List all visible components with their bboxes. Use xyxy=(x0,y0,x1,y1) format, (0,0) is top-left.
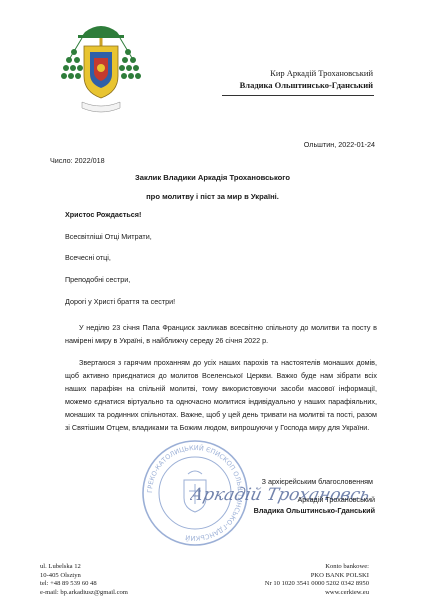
letter-heading: Заклик Владики Аркадія Трохановського xyxy=(134,173,290,182)
footer-bank xyxy=(265,563,369,597)
header-name: Кир Аркадій Трохановський xyxy=(270,68,373,78)
footer-bank-line: Konto bankowe: xyxy=(325,563,369,570)
paragraph-1: У неділю 23 січня Папа Франциск закликав всесвітню спільноту до молитви та посту в намірені миру в Україні, в найближчу середу 26 січня 2022 р. xyxy=(65,323,377,345)
document-number: Число: 2022/018 xyxy=(50,156,105,165)
signature-title: Владика Ольштинсько-Гданський xyxy=(253,506,375,515)
stamp-text: ГРЕКО-КАТОЛИЦЬКИЙ ЄПИСКОП ОЛЬШТИНСЬКО-ГДАНСЬКИЙ xyxy=(145,443,245,543)
coat-of-arms-icon xyxy=(60,18,142,118)
footer-bank-line: PKO BANK POLSKI xyxy=(310,571,369,579)
addressee-line: Всесвітліші Отці Митрати, xyxy=(65,232,152,241)
addressee-line: Дорогі у Христі браття та сестри! xyxy=(65,297,176,306)
signature-text: Аркадій Трохановський xyxy=(190,485,370,505)
addressee-line: Преподобні сестри, xyxy=(65,275,131,284)
header-divider xyxy=(222,95,374,96)
paragraph-2: Звертаюся з гарячим проханням до усіх наших парохів та настоятелів монаших домів, щоб активно приєднатися до молитов Вселенської Церкви. Важко буде нам зібрати всіх наших парафіян на спільній молитві, тому використовуючи засоби масової інформації, можемо єднатися віртуально та одночасно молитися індивідуально у наших парафіяльних, монаших та родинних спільнотах. Важне, щоб у цей день тривати на молитві та пості, разом зі Святішим Отцем, владиками та Божим людом, випрошуючи у Господа миру для України. xyxy=(65,358,377,432)
footer-address-line: ul. Lubelska 12 xyxy=(40,563,81,570)
greeting: Христос Рождається! xyxy=(65,210,142,219)
footer-phone: tel: +48 89 539 60 48 xyxy=(40,580,97,588)
footer-website: www.cerkiew.eu xyxy=(325,588,369,596)
footer-address-line: 10-405 Olsztyn xyxy=(40,571,81,579)
coat-of-arms xyxy=(60,18,142,118)
footer-address xyxy=(40,563,128,597)
footer-bank-account: Nr 10 1020 3541 0000 5202 0342 8950 xyxy=(264,580,369,588)
header-title: Владика Ольштинсько-Гданський xyxy=(239,80,373,90)
place-date: Ольштин, 2022-01-24 xyxy=(303,140,375,149)
addressee-line: Всечесні отці, xyxy=(65,253,111,262)
signature-name: Аркадій Трохановський xyxy=(297,495,375,504)
blessing: З архієрейським благословенням xyxy=(261,477,373,486)
footer-email: e-mail: bp.arkadiusz@gmail.com xyxy=(40,588,128,596)
letter-subheading: про молитву і піст за мир в Україні. xyxy=(146,192,279,201)
